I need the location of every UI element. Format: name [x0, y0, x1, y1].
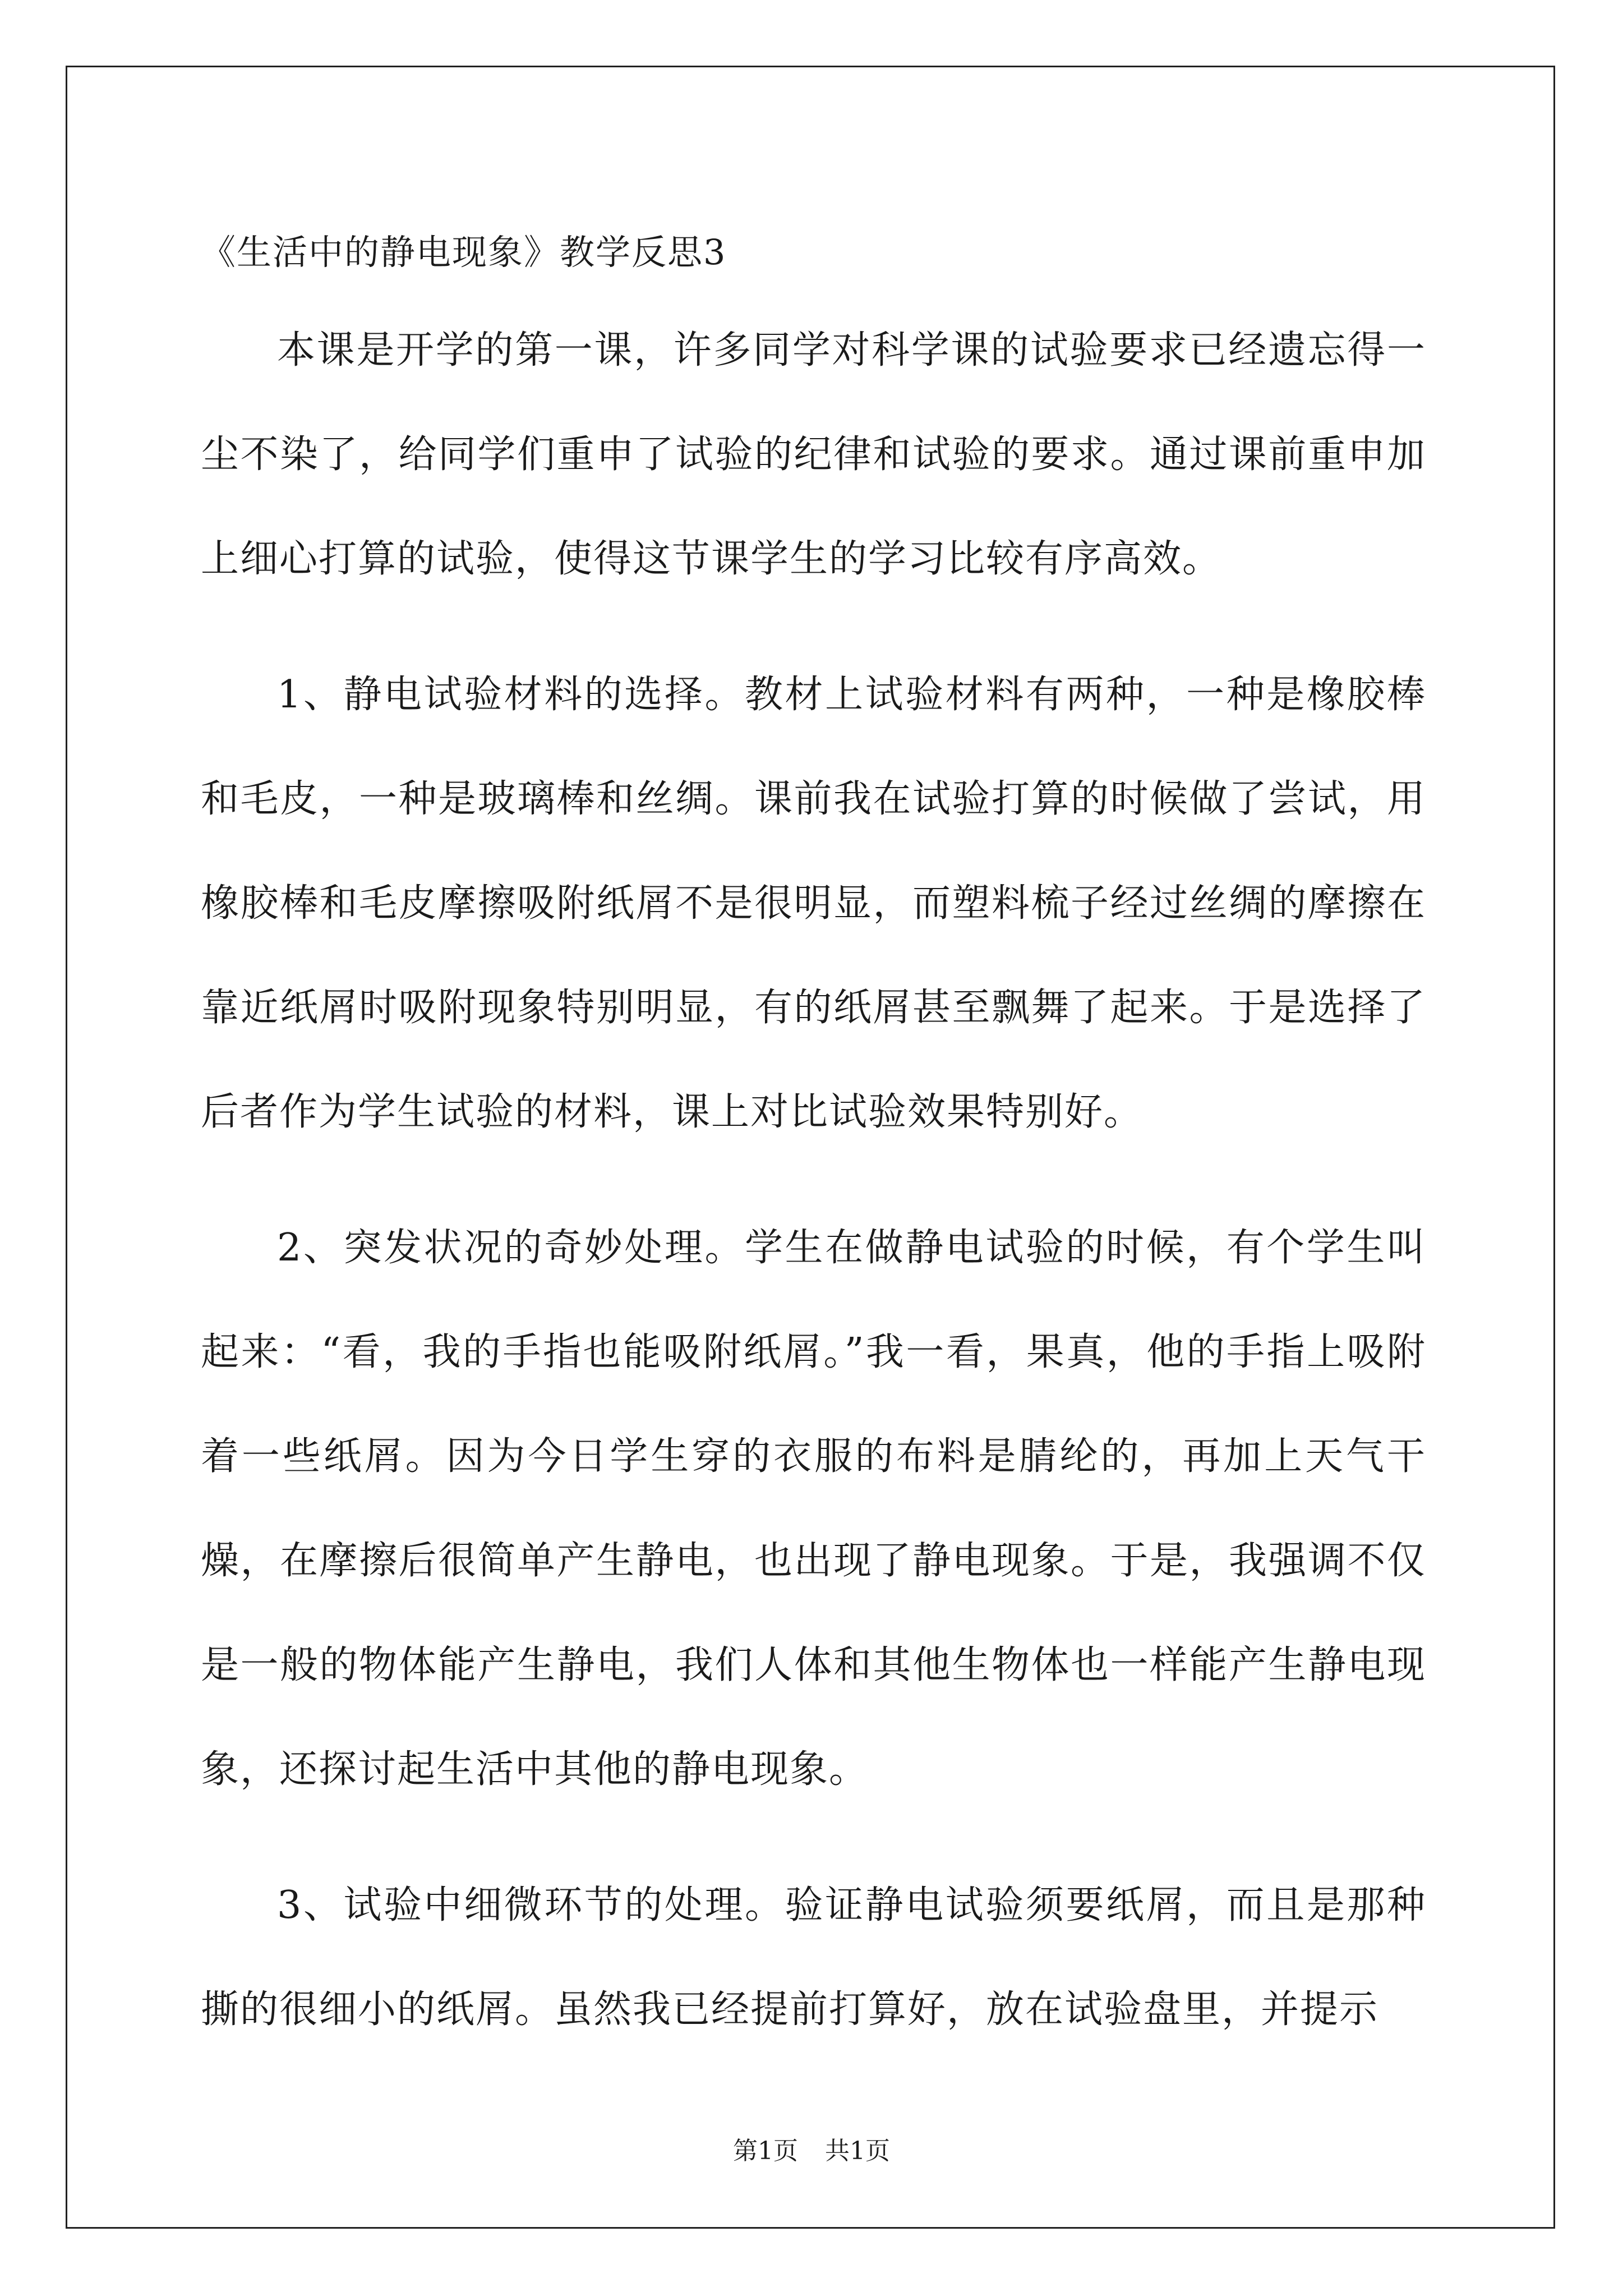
paragraph-point-1: 1、静电试验材料的选择。教材上试验材料有两种，一种是橡胶棒和毛皮，一种是玻璃棒和丝绸。课前我在试验打算的时候做了尝试，用橡胶棒和毛皮摩擦吸附纸屑不是很明显，而塑料梳子经过丝绸的摩擦在靠近纸屑时吸附现象特别明显，有的纸屑甚至飘舞了起来。于是选择了后者作为学生试验的材料，课上对比试验效果特别好。	[201, 673, 1426, 1134]
document-body	[201, 213, 1426, 2062]
document-title: 《生活中的静电现象》教学反思3	[201, 232, 727, 273]
page-total: 共1页	[825, 2137, 890, 2165]
page-number: 第1页	[733, 2137, 798, 2165]
paragraph-point-2: 2、突发状况的奇妙处理。学生在做静电试验的时候，有个学生叫起来：“看，我的手指也能吸附纸屑。”我一看，果真，他的手指上吸附着一些纸屑。因为今日学生穿的衣服的布料是腈纶的，再加上天气干燥，在摩擦后很简单产生静电，也出现了静电现象。于是，我强调不仅是一般的物体能产生静电，我们人体和其他生物体也一样能产生静电现象，还探讨起生活中其他的静电现象。	[201, 1226, 1426, 1792]
page-footer	[0, 2134, 1623, 2168]
paragraph-intro: 本课是开学的第一课，许多同学对科学课的试验要求已经遗忘得一尘不染了，给同学们重申了试验的纪律和试验的要求。通过课前重申加上细心打算的试验，使得这节课学生的学习比较有序高效。	[201, 328, 1426, 581]
paragraph-point-3: 3、试验中细微环节的处理。验证静电试验须要纸屑，而且是那种撕的很细小的纸屑。虽然我已经提前打算好，放在试验盘里，并提示	[201, 1883, 1426, 2032]
